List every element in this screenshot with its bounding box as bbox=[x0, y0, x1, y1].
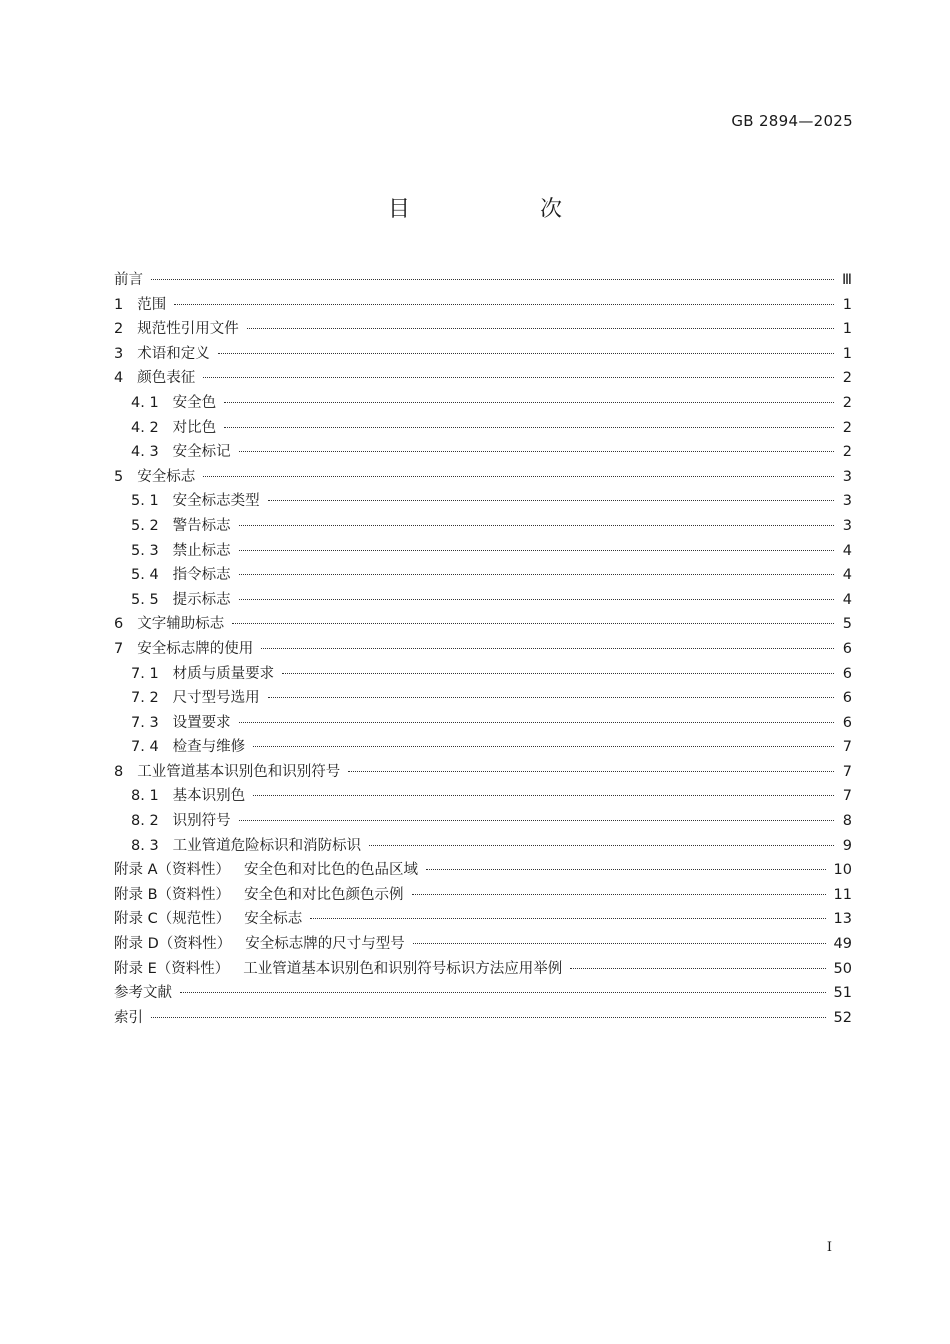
toc-entry-page: 2 bbox=[842, 419, 852, 436]
toc-entry-page: 51 bbox=[833, 985, 852, 1002]
toc-dot-leader bbox=[268, 500, 834, 501]
toc-entry[interactable] bbox=[114, 1006, 852, 1031]
toc-dot-leader bbox=[232, 623, 834, 624]
toc-entry-label: 安全标志牌的尺寸与型号 bbox=[245, 936, 405, 953]
toc-entry-page: 10 bbox=[833, 862, 852, 879]
toc-dot-leader bbox=[239, 599, 834, 600]
toc-entry-number: 7. 2 bbox=[131, 690, 159, 707]
table-of-contents bbox=[114, 268, 852, 1030]
toc-entry[interactable] bbox=[114, 981, 852, 1006]
toc-entry-label: 范围 bbox=[137, 296, 167, 313]
toc-entry-label: 安全标志牌的使用 bbox=[137, 640, 254, 657]
toc-entry-label: 指令标志 bbox=[172, 567, 231, 584]
toc-entry-label: 工业管道基本识别色和识别符号 bbox=[137, 763, 341, 780]
toc-dot-leader bbox=[239, 820, 834, 821]
toc-entry-page: 6 bbox=[842, 640, 852, 657]
toc-entry-page: 3 bbox=[842, 468, 852, 485]
toc-entry-number: 附录 E（资料性） bbox=[114, 960, 230, 977]
toc-entry-label: 术语和定义 bbox=[137, 345, 210, 362]
toc-entry-label: 提示标志 bbox=[172, 591, 231, 608]
toc-entry[interactable] bbox=[114, 293, 852, 318]
toc-entry-page: 6 bbox=[842, 714, 852, 731]
toc-entry-number: 5. 4 bbox=[131, 567, 159, 584]
toc-entry[interactable] bbox=[114, 809, 852, 834]
toc-entry-number: 8. 1 bbox=[131, 788, 159, 805]
toc-entry-page: Ⅲ bbox=[842, 272, 852, 288]
toc-entry-label: 设置要求 bbox=[172, 714, 231, 731]
toc-entry-number: 7. 3 bbox=[131, 714, 159, 731]
toc-entry[interactable] bbox=[114, 834, 852, 859]
toc-entry-number: 6 bbox=[114, 616, 124, 633]
toc-entry-number: 7. 1 bbox=[131, 665, 159, 682]
toc-entry-page: 13 bbox=[833, 911, 852, 928]
toc-dot-leader bbox=[239, 722, 834, 723]
toc-entry-label: 检查与维修 bbox=[172, 739, 246, 756]
toc-entry-label: 参考文献 bbox=[114, 985, 172, 1002]
toc-entry[interactable] bbox=[114, 662, 852, 687]
toc-entry-page: 6 bbox=[842, 665, 852, 682]
toc-entry-page: 1 bbox=[842, 296, 852, 313]
toc-entry-number: 8 bbox=[114, 763, 124, 780]
toc-dot-leader bbox=[151, 1017, 826, 1018]
toc-entry-page: 3 bbox=[842, 493, 852, 510]
toc-dot-leader bbox=[253, 746, 834, 747]
toc-entry-page: 3 bbox=[842, 517, 852, 534]
toc-entry-label: 前言 bbox=[114, 272, 143, 288]
toc-entry-label: 索引 bbox=[114, 1009, 143, 1026]
toc-entry-number: 5. 1 bbox=[131, 493, 159, 510]
toc-entry-label: 颜色表征 bbox=[137, 370, 196, 387]
toc-entry-number: 1 bbox=[114, 296, 124, 313]
toc-entry-page: 7 bbox=[842, 788, 852, 805]
toc-entry-page: 7 bbox=[842, 739, 852, 756]
toc-entry-number: 8. 2 bbox=[131, 813, 159, 830]
toc-dot-leader bbox=[570, 968, 825, 969]
toc-entry-number: 5 bbox=[114, 468, 124, 485]
toc-entry-page: 5 bbox=[842, 616, 852, 633]
toc-entry-page: 9 bbox=[842, 837, 852, 854]
toc-dot-leader bbox=[282, 673, 834, 674]
toc-entry[interactable] bbox=[114, 416, 852, 441]
toc-entry-number: 4. 3 bbox=[131, 444, 159, 461]
toc-entry-page: 7 bbox=[842, 763, 852, 780]
toc-entry-page: 1 bbox=[842, 321, 852, 338]
toc-entry-label: 尺寸型号选用 bbox=[172, 690, 260, 707]
toc-entry-page: 4 bbox=[842, 567, 852, 584]
toc-entry-label: 工业管道危险标识和消防标识 bbox=[172, 837, 362, 854]
toc-entry-page: 2 bbox=[842, 394, 852, 411]
toc-entry-page: 6 bbox=[842, 690, 852, 707]
toc-dot-leader bbox=[253, 795, 834, 796]
toc-entry-number: 5. 3 bbox=[131, 542, 159, 559]
toc-entry-page: 2 bbox=[842, 444, 852, 461]
toc-entry[interactable] bbox=[114, 342, 852, 367]
toc-entry[interactable] bbox=[114, 932, 852, 957]
toc-dot-leader bbox=[369, 845, 834, 846]
toc-entry-number: 4. 1 bbox=[131, 394, 159, 411]
toc-entry-number: 7 bbox=[114, 640, 124, 657]
toc-entry[interactable] bbox=[114, 317, 852, 342]
toc-dot-leader bbox=[348, 771, 834, 772]
toc-entry-page: 4 bbox=[842, 591, 852, 608]
toc-entry[interactable] bbox=[114, 514, 852, 539]
toc-entry-number: 5. 5 bbox=[131, 591, 159, 608]
toc-entry-number: 附录 C（规范性） bbox=[114, 911, 231, 928]
toc-entry[interactable] bbox=[114, 440, 852, 465]
toc-entry[interactable] bbox=[114, 858, 852, 883]
toc-entry[interactable] bbox=[114, 612, 852, 637]
toc-dot-leader bbox=[412, 894, 826, 895]
standard-code: GB 2894—2025 bbox=[731, 112, 853, 130]
toc-entry-label: 安全标志类型 bbox=[172, 493, 260, 510]
toc-entry[interactable] bbox=[114, 391, 852, 416]
toc-entry-label: 材质与质量要求 bbox=[172, 665, 275, 682]
toc-entry[interactable] bbox=[114, 907, 852, 932]
toc-entry[interactable] bbox=[114, 711, 852, 736]
toc-dot-leader bbox=[268, 697, 834, 698]
toc-dot-leader bbox=[426, 869, 826, 870]
toc-entry[interactable] bbox=[114, 686, 852, 711]
toc-entry[interactable] bbox=[114, 784, 852, 809]
toc-entry-page: 50 bbox=[833, 960, 852, 977]
toc-dot-leader bbox=[247, 328, 834, 329]
toc-entry-label: 禁止标志 bbox=[172, 542, 231, 559]
toc-dot-leader bbox=[180, 992, 826, 993]
toc-entry-label: 安全色和对比色的色品区域 bbox=[244, 862, 419, 879]
toc-dot-leader bbox=[239, 525, 834, 526]
toc-dot-leader bbox=[218, 353, 834, 354]
toc-entry-number: 附录 B（资料性） bbox=[114, 886, 231, 903]
toc-entry-number: 2 bbox=[114, 321, 124, 338]
toc-dot-leader bbox=[239, 574, 834, 575]
toc-dot-leader bbox=[239, 451, 834, 452]
toc-entry[interactable] bbox=[114, 563, 852, 588]
toc-entry-page: 2 bbox=[842, 370, 852, 387]
toc-entry-label: 安全标志 bbox=[244, 911, 303, 928]
toc-entry-number: 8. 3 bbox=[131, 837, 159, 854]
toc-entry-label: 安全色 bbox=[172, 394, 217, 411]
toc-entry-number: 附录 A（资料性） bbox=[114, 862, 231, 879]
toc-dot-leader bbox=[174, 304, 834, 305]
toc-entry[interactable] bbox=[114, 637, 852, 662]
toc-entry-label: 规范性引用文件 bbox=[137, 321, 239, 338]
toc-entry[interactable] bbox=[114, 489, 852, 514]
page-title: 目 次 bbox=[387, 197, 616, 222]
toc-entry-label: 安全标记 bbox=[172, 444, 231, 461]
toc-dot-leader bbox=[151, 279, 834, 280]
toc-entry-page: 4 bbox=[842, 542, 852, 559]
toc-dot-leader bbox=[203, 377, 834, 378]
toc-dot-leader bbox=[239, 550, 834, 551]
toc-entry-page: 8 bbox=[842, 813, 852, 830]
toc-dot-leader bbox=[224, 402, 834, 403]
page-number: I bbox=[826, 1240, 832, 1255]
toc-entry-page: 11 bbox=[833, 886, 852, 903]
toc-entry-number: 3 bbox=[114, 345, 124, 362]
toc-entry-page: 49 bbox=[833, 936, 852, 953]
toc-dot-leader bbox=[310, 918, 825, 919]
toc-entry-label: 警告标志 bbox=[172, 517, 231, 534]
toc-entry-label: 基本识别色 bbox=[172, 788, 246, 805]
toc-entry-number: 7. 4 bbox=[131, 739, 159, 756]
toc-entry[interactable] bbox=[114, 957, 852, 982]
toc-entry[interactable] bbox=[114, 760, 852, 785]
toc-entry-label: 识别符号 bbox=[172, 813, 231, 830]
toc-entry-number: 4. 2 bbox=[131, 419, 159, 436]
toc-entry[interactable] bbox=[114, 735, 852, 760]
toc-entry-number: 4 bbox=[114, 370, 124, 387]
toc-entry-label: 安全标志 bbox=[137, 468, 196, 485]
toc-entry[interactable] bbox=[114, 588, 852, 613]
toc-entry-label: 文字辅助标志 bbox=[137, 616, 225, 633]
toc-dot-leader bbox=[203, 476, 834, 477]
toc-entry-number: 5. 2 bbox=[131, 517, 159, 534]
toc-entry-page: 1 bbox=[842, 345, 852, 362]
toc-entry[interactable] bbox=[114, 883, 852, 908]
toc-entry[interactable] bbox=[114, 465, 852, 490]
toc-entry[interactable] bbox=[114, 268, 852, 293]
toc-entry[interactable] bbox=[114, 539, 852, 564]
toc-entry-page: 52 bbox=[833, 1009, 852, 1026]
toc-entry[interactable] bbox=[114, 366, 852, 391]
toc-dot-leader bbox=[413, 943, 826, 944]
toc-entry-number: 附录 D（资料性） bbox=[114, 936, 232, 953]
toc-dot-leader bbox=[261, 648, 834, 649]
toc-entry-label: 安全色和对比色颜色示例 bbox=[244, 886, 404, 903]
toc-entry-label: 工业管道基本识别色和识别符号标识方法应用举例 bbox=[243, 960, 563, 977]
toc-entry-label: 对比色 bbox=[172, 419, 217, 436]
toc-dot-leader bbox=[224, 427, 834, 428]
